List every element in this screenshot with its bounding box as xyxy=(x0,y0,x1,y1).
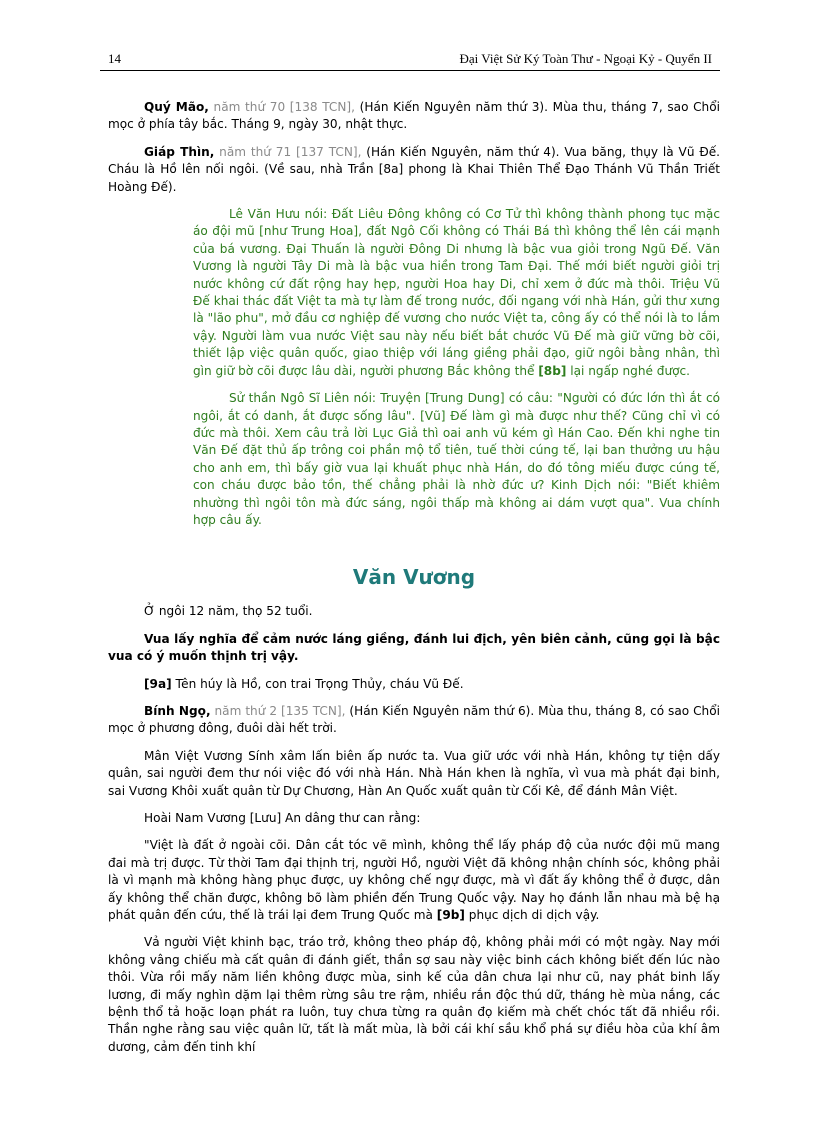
paragraph-text: (Hán Kiến Nguyên năm thứ 3). Mùa thu, tháng 7, sao Chổi mọc ở phía tây bắc. Tháng 9, ngày 30, nhật thực. xyxy=(108,100,720,132)
commentary-text-tail: lại ngấp nghé được. xyxy=(566,363,691,378)
paragraph-text: Tên húy là Hồ, con trai Trọng Thủy, cháu Vũ Đế. xyxy=(171,676,464,691)
date-label: năm thứ 2 [135 TCN], xyxy=(210,703,346,718)
paragraph-text: Hoài Nam Vương [Lưu] An dâng thư can rằng: xyxy=(144,811,421,825)
paragraph-text-tail: phục dịch di dịch vậy. xyxy=(464,908,600,923)
paragraph-reign xyxy=(108,603,720,620)
date-label: năm thứ 70 [138 TCN], xyxy=(208,100,355,114)
date-label: năm thứ 71 [137 TCN], xyxy=(214,144,362,159)
paragraph-letter-1 xyxy=(108,837,720,924)
paragraph-man-viet xyxy=(108,748,720,800)
year-label: Giáp Thìn, xyxy=(144,144,215,159)
paragraph-hoai-nam xyxy=(108,810,720,827)
paragraph-text: "Việt là đất ở ngoài cõi. Dân cắt tóc vẽ mình, không thể lấy pháp độ của nước đội mũ mang đai mà trị được. Từ thời Tam đại thịnh trị, người Hồ, người Việt đã không nhận chính sóc, không phải là vì mạnh mà không hàng phục được, uy không chế ngự được, mà vì đất ấy không thể ở được, dân ấy không thể chăn được, không bõ làm phiền đến Trung Quốc vậy. Nay họ đánh lẫn nhau mà bệ hạ phát quân đến cứu, thế là trái lại đem Trung Quốc mà xyxy=(108,838,720,923)
book-title: Đại Việt Sử Ký Toàn Thư - Ngoại Kỷ - Quyển II xyxy=(459,51,712,66)
year-label: Quý Mão, xyxy=(144,100,209,114)
paragraph-name xyxy=(108,676,720,693)
page-ref-marker: [9a] xyxy=(144,676,172,691)
paragraph-binh-ngo xyxy=(108,703,720,738)
paragraph-text: (Hán Kiến Nguyên, năm thứ 4). Vua băng, thụy là Vũ Đế. Cháu là Hồ lên nối ngôi. (Về sau, nhà Trần [8a] phong là Khai Thiên Thể Đạo Thánh Vũ Thần Triết Hoàng Đế). xyxy=(108,144,721,194)
paragraph-text: Ở ngôi 12 năm, thọ 52 tuổi. xyxy=(144,604,313,619)
commentary-text: Sử thần Ngô Sĩ Liên nói: Truyện [Trung Dung] có câu: "Người có đức lớn thì ắt có ngôi, ắt có danh, ắt được sống lâu". [Vũ] Đế làm gì mà được như thế? Cũng chỉ vì có đức mà thôi. Xem câu trả lời Lục Giả thì oai anh vũ kém gì Hán Cao. Đến khi nghe tin Văn Đế đặt thủ ấp trông coi phần mộ tổ tiên, tuế thời cúng tế, lại ban thưởng ưu hậu cho anh em, thì bấy giờ vua lại khuất phục nhà Hán, do đó tông miếu được cúng tế, con cháu được bảo tồn, thế chẳng phải là nhờ đức ư? Kinh Dịch nói: "Biết khiêm nhường thì ngôi tôn mà đức sáng, ngôi thấp mà không ai dám vượt qua". Vua chính hợp câu ấy. xyxy=(193,391,720,527)
page-ref-marker: [9b] xyxy=(436,908,465,923)
paragraph-letter-2 xyxy=(108,934,720,1056)
paragraph-quy-mao xyxy=(108,99,720,134)
paragraph-summary xyxy=(108,631,720,666)
paragraph-text: Vả người Việt khinh bạc, tráo trở, không theo pháp độ, không phải mới có một ngày. Nay mới không vâng chiếu mà cất quân đi đánh giết, thần sợ sau này việc binh cách không biết đến lúc nào thôi. Vừa rồi mấy năm liền không được mùa, sinh kế của dân chưa lại như cũ, nay phát binh lấy lương, đi mấy nghìn dặm lại thêm rừng sâu tre rậm, nhiều rắn độc thú dữ, tháng hè mùa nắng, các bệnh thổ tả hoặc loạn phát ra luôn, tuy chưa từng ra quân đọ kiếm mà chết chóc tất đã nhiều rồi. Thần nghe rằng sau việc quân lữ, tất là mất mùa, là bởi cái khí sầu khổ phá sự điều hòa của khí âm dương, cảm đến tinh khí xyxy=(108,935,720,1054)
paragraph-giap-thin xyxy=(108,144,720,196)
year-label: Bính Ngọ, xyxy=(144,703,211,718)
page-body xyxy=(108,99,720,1056)
page-header xyxy=(100,48,720,71)
commentary-text: Lê Văn Hưu nói: Đất Liêu Đông không có Cơ Tử thì không thành phong tục mặc áo đội mũ [như Trung Hoa], đất Ngô Cối không có Thái Bá thì không thể lên cái mạnh của bá vương. Đại Thuấn là người Đông Di nhưng là bậc vua giỏi trong Ngũ Đế. Văn Vương là người Tây Di mà là bậc vua hiền trong Tam Đại. Thế mới biết người giỏi trị nước không cứ đất rộng hay hẹp, người Hoa hay Di, chỉ xem ở đức mà thôi. Triệu Vũ Đế khai thác đất Việt ta mà tự làm đế trong nước, đối ngang với nhà Hán, gửi thư xưng là "lão phu", mở đầu cơ nghiệp đế vương cho nước Việt ta, công ấy có thể nói là to lắm vậy. Người làm vua nước Việt sau này nếu biết bắt chước Vũ Đế mà giữ vững bờ cõi, thiết lập việc quân quốc, giao thiệp với láng giềng phải đạo, giữ ngôi bằng nhân, thì gìn giữ bờ cõi được lâu dài, người phương Bắc không thể xyxy=(193,207,720,378)
page-number: 14 xyxy=(108,51,121,66)
commentary-le-van-huu xyxy=(193,206,720,380)
paragraph-text: Mân Việt Vương Sính xâm lấn biên ấp nước ta. Vua giữ ước với nhà Hán, không tự tiện dấy quân, sai người đem thư nói việc đó với nhà Hán. Nhà Hán khen là nghĩa, vì vua mà phát đại binh, sai Vương Khôi xuất quân từ Dự Chương, Hàn An Quốc xuất quân từ Cối Kê, để đánh Mân Việt. xyxy=(108,748,720,798)
paragraph-text: (Hán Kiến Nguyên năm thứ 6). Mùa thu, tháng 8, có sao Chổi mọc ở phương đông, đuôi dài hết trời. xyxy=(108,703,720,736)
page-ref-marker: [8b] xyxy=(538,363,567,378)
paragraph-text: Vua lấy nghĩa để cảm nước láng giềng, đánh lui địch, yên biên cảnh, cũng gọi là bậc vua có ý muốn thịnh trị vậy. xyxy=(108,631,720,664)
section-title: Văn Vương xyxy=(352,565,476,590)
commentary-ngo-si-lien xyxy=(193,390,720,529)
